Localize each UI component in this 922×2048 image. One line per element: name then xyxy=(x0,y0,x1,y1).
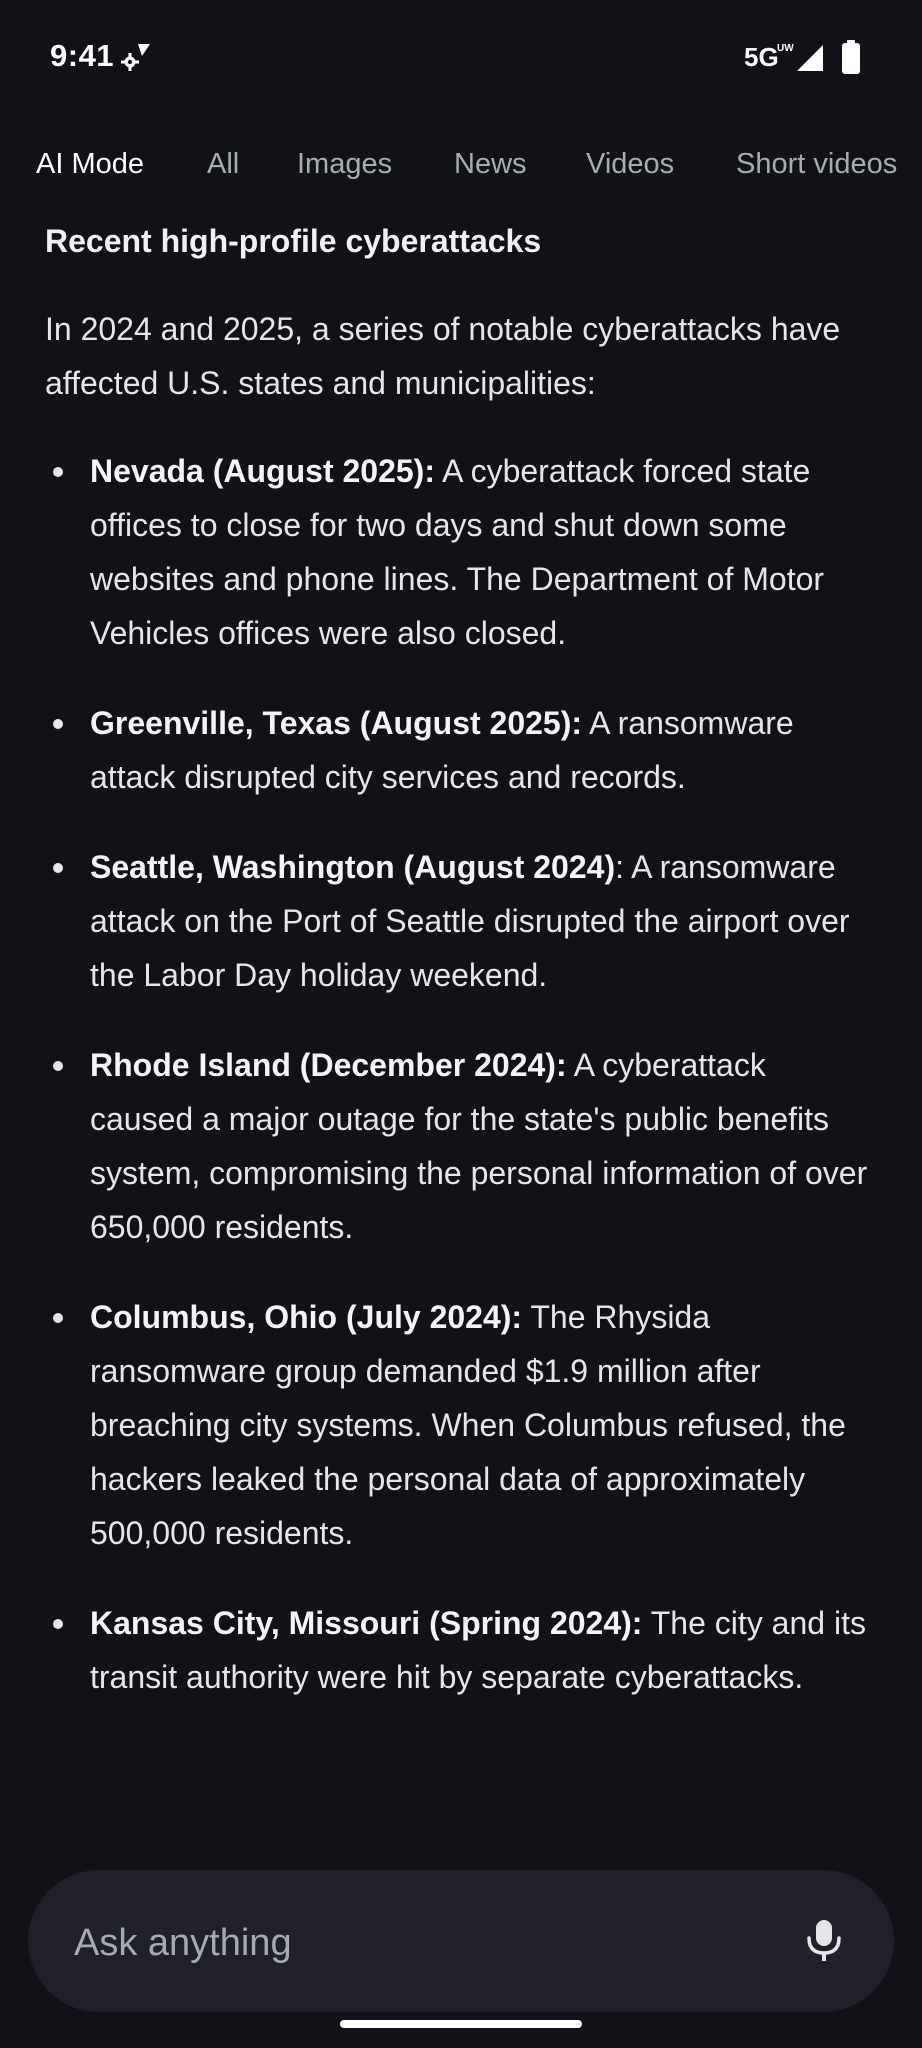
bullet-list xyxy=(45,444,875,1704)
intro-paragraph: In 2024 and 2025, a series of notable cyberattacks have affected U.S. states and municipalities: xyxy=(45,311,841,401)
ai-response xyxy=(45,218,875,1740)
list-item-lead: Nevada (August 2025): xyxy=(90,453,435,489)
list-item-lead: Rhode Island (December 2024): xyxy=(90,1047,567,1083)
home-indicator[interactable] xyxy=(340,2020,582,2028)
list-item-lead: Greenville, Texas (August 2025): xyxy=(90,705,583,741)
list-item xyxy=(45,1290,875,1560)
tab-ai-mode[interactable]: AI Mode xyxy=(36,148,144,180)
ask-bar[interactable] xyxy=(28,1870,894,2012)
network-label: 5G xyxy=(744,42,779,72)
list-item-text: The Rhysida ransomware group demanded $1.9 million after breaching city systems. When Columbus refused, the hackers leaked the personal data of approximately 500,000 residents. xyxy=(90,1299,846,1551)
list-item-text: A ransomware attack disrupted city services and records. xyxy=(90,705,794,795)
ask-input[interactable] xyxy=(72,1914,776,1972)
battery-icon xyxy=(842,40,860,74)
list-item-text: A cyberattack forced state offices to close for two days and shut down some websites and phone lines. The Department of Motor Vehicles offices were also closed. xyxy=(90,453,825,651)
tab-videos[interactable]: Videos xyxy=(586,148,675,180)
tab-news[interactable]: News xyxy=(454,148,527,180)
search-tabs xyxy=(0,140,922,190)
list-item-text: : A ransomware attack on the Port of Seattle disrupted the airport over the Labor Day holiday weekend. xyxy=(90,849,850,993)
list-item-lead: Seattle, Washington (August 2024) xyxy=(90,849,616,885)
status-bar xyxy=(0,0,922,115)
tab-all[interactable]: All xyxy=(207,148,240,180)
network-sub-label: UW xyxy=(777,43,794,54)
status-time: 9:41 xyxy=(50,38,115,73)
list-item xyxy=(45,696,875,804)
tab-images[interactable]: Images xyxy=(297,148,393,180)
list-item-lead: Columbus, Ohio (July 2024): xyxy=(90,1299,523,1335)
list-item-text: A cyberattack caused a major outage for the state's public benefits system, compromising the personal information of over 650,000 residents. xyxy=(90,1047,868,1245)
list-item xyxy=(45,1038,875,1254)
list-item-lead: Kansas City, Missouri (Spring 2024): xyxy=(90,1605,643,1641)
section-title: Recent high-profile cyberattacks xyxy=(45,223,542,259)
tab-short-videos[interactable]: Short videos xyxy=(736,148,898,180)
list-item xyxy=(45,840,875,1002)
list-item xyxy=(45,444,875,660)
list-item xyxy=(45,1596,875,1704)
mic-icon[interactable] xyxy=(798,1914,850,1966)
list-item-text: The city and its transit authority were hit by separate cyberattacks. xyxy=(90,1605,866,1695)
gear-icon xyxy=(120,40,152,72)
signal-icon xyxy=(795,43,825,73)
